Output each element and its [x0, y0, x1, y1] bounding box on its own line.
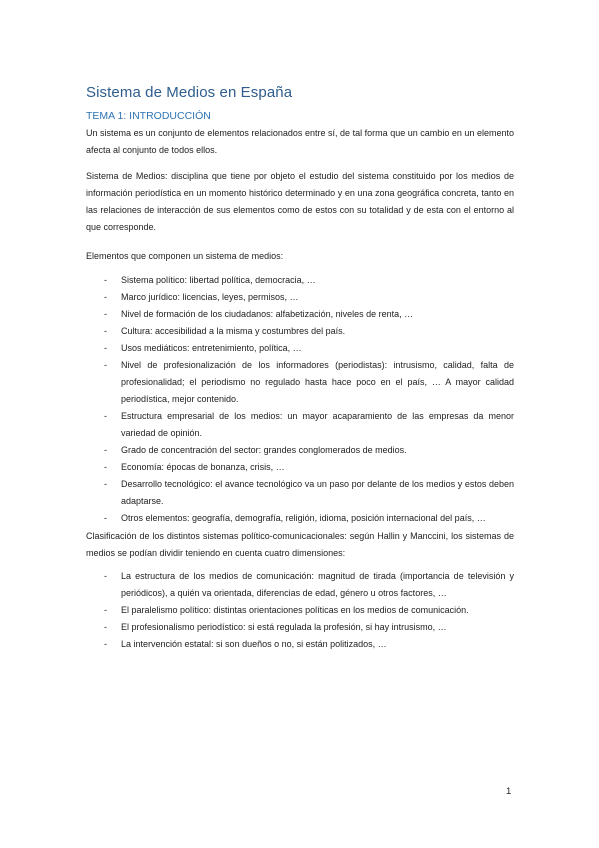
list-bullet: -	[104, 605, 107, 615]
list-bullet: -	[104, 360, 107, 370]
list-item-text: La estructura de los medios de comunicación: magnitud de tirada (importancia de televisión y periódicos), a quién va orientada, diferencias de edad, género u otros factores, …	[121, 571, 514, 598]
list-item-text: Marco jurídico: licencias, leyes, permisos, …	[121, 292, 299, 302]
list-bullet: -	[104, 571, 107, 581]
document-title: Sistema de Medios en España	[86, 84, 293, 101]
list-item-text: Nivel de profesionalización de los informadores (periodistas): intrusismo, calidad, falta de profesionalidad; el periodismo no regulado hasta hace poco en el país, … A mayor calidad periodística, mejor contenido.	[121, 360, 514, 404]
list-item-text: Otros elementos: geografía, demografía, religión, idioma, posición internacional del país, …	[121, 513, 486, 523]
list-item-text: Economía: épocas de bonanza, crisis, …	[121, 462, 285, 472]
list-bullet: -	[104, 639, 107, 649]
list-bullet: -	[104, 622, 107, 632]
list-item	[86, 289, 514, 306]
paragraph-definition-sistema: Un sistema es un conjunto de elementos relacionados entre sí, de tal forma que un cambio en un elemento afecta al conjunto de todos ellos.	[86, 128, 514, 155]
page-number: 1	[506, 786, 512, 797]
list-item	[86, 306, 514, 323]
list-item	[86, 340, 514, 357]
list-item	[86, 408, 514, 442]
list-item-text: Sistema político: libertad política, democracia, …	[121, 275, 316, 285]
list-item-text: Grado de concentración del sector: grandes conglomerados de medios.	[121, 445, 407, 455]
elements-list	[86, 272, 514, 527]
list-item-text: El paralelismo político: distintas orientaciones políticas en los medios de comunicación.	[121, 605, 469, 615]
list-item-text: La intervención estatal: si son dueños o no, si están politizados, …	[121, 639, 387, 649]
list-bullet: -	[104, 309, 107, 319]
paragraph-clasificacion: Clasificación de los distintos sistemas político-comunicacionales: según Hallin y Manccini, los sistemas de medios se podían dividir teniendo en cuenta cuatro dimensiones:	[86, 531, 514, 558]
list-bullet: -	[104, 275, 107, 285]
list-item-text: Estructura empresarial de los medios: un mayor acaparamiento de las empresas da menor variedad de opinión.	[121, 411, 514, 438]
list-bullet: -	[104, 513, 107, 523]
list-item	[86, 510, 514, 527]
list-item	[86, 636, 514, 653]
paragraph-definition-sistema-medios: Sistema de Medios: disciplina que tiene por objeto el estudio del sistema constituido por los medios de información periodística en un momento histórico determinado y en una zona geográfica concreta, tanto en las relaciones de interacción de sus elementos como de estos con su totalidad y de esta con el entorno al que corresponde.	[86, 171, 514, 232]
list-item	[86, 476, 514, 510]
list-bullet: -	[104, 292, 107, 302]
list-item	[86, 568, 514, 602]
list-bullet: -	[104, 343, 107, 353]
list-bullet: -	[104, 326, 107, 336]
list-item-text: Nivel de formación de los ciudadanos: alfabetización, niveles de renta, …	[121, 309, 414, 319]
list-bullet: -	[104, 462, 107, 472]
list-bullet: -	[104, 479, 107, 489]
paragraph-elementos-intro: Elementos que componen un sistema de medios:	[86, 251, 284, 261]
list-bullet: -	[104, 411, 107, 421]
list-bullet: -	[104, 445, 107, 455]
list-item	[86, 323, 514, 340]
list-item-text: Usos mediáticos: entretenimiento, política, …	[121, 343, 302, 353]
list-item-text: Cultura: accesibilidad a la misma y costumbres del país.	[121, 326, 346, 336]
list-item	[86, 619, 514, 636]
list-item	[86, 459, 514, 476]
list-item	[86, 442, 514, 459]
list-item	[86, 357, 514, 408]
list-item	[86, 602, 514, 619]
dimensions-list	[86, 568, 514, 653]
list-item	[86, 272, 514, 289]
section-heading: TEMA 1: INTRODUCCIÓN	[86, 110, 211, 122]
list-item-text: Desarrollo tecnológico: el avance tecnológico va un paso por delante de los medios y estos deben adaptarse.	[121, 479, 514, 506]
list-item-text: El profesionalismo periodístico: si está regulada la profesión, si hay intrusismo, …	[121, 622, 447, 632]
